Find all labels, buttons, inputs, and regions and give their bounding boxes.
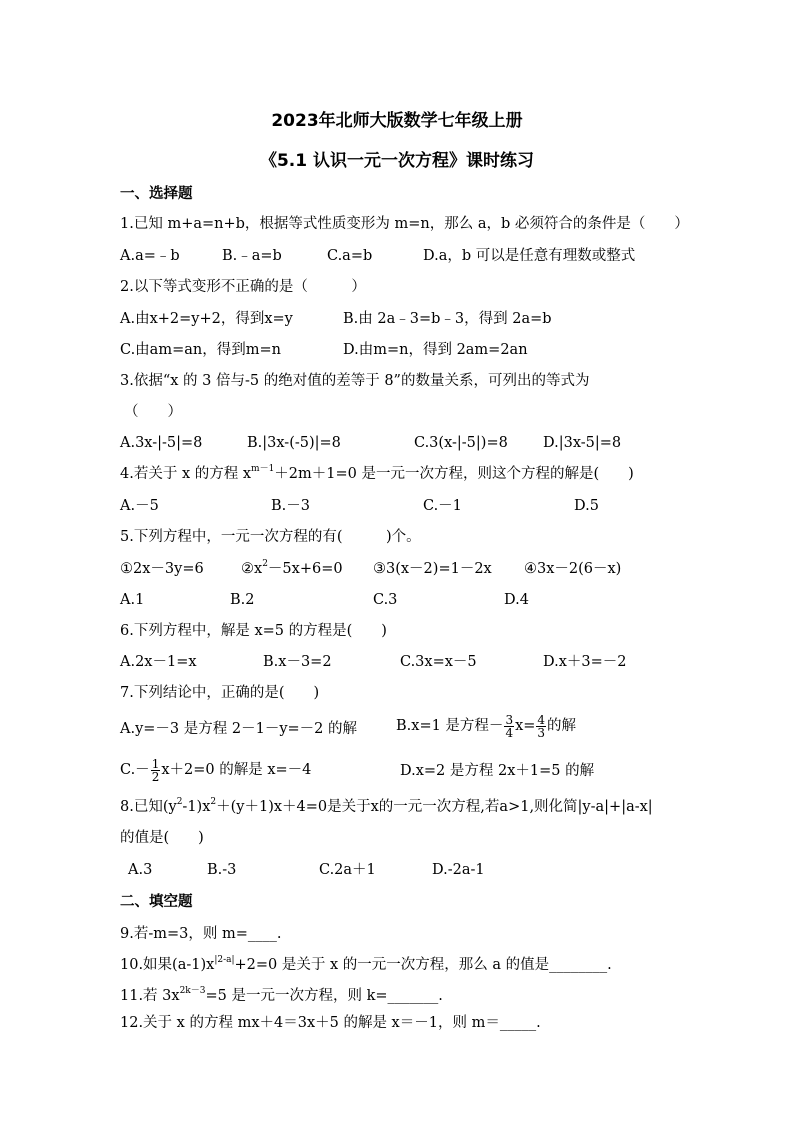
doc-title: 2023年北师大版数学七年级上册 <box>271 111 523 131</box>
q1-option-b: B.﹣a=b <box>222 248 282 264</box>
q5-item-2-post: －5x+6=0 <box>267 561 343 577</box>
q8-stem-line-2: 的值是( ) <box>120 830 204 846</box>
q3-option-a: A.3x-|-5|=8 <box>120 435 203 451</box>
q6-stem: 6.下列方程中，解是 x=5 的方程是( ) <box>120 623 387 639</box>
q1-stem: 1.已知 m+a=n+b，根据等式性质变形为 m=n，那么 a，b 必须符合的条件是（ ） <box>120 216 689 232</box>
q8-option-d: D.-2a-1 <box>432 862 485 878</box>
q11-stem <box>120 987 443 1005</box>
q5-option-b: B.2 <box>230 592 255 608</box>
q2-stem: 2.以下等式变形不正确的是（ ） <box>120 279 366 295</box>
q6-option-c: C.3x=x－5 <box>400 654 477 670</box>
q7-b-fraction-1 <box>504 714 514 739</box>
q4-option-c: C.－1 <box>423 498 462 514</box>
doc-subtitle: 《5.1 认识一元一次方程》课时练习 <box>259 151 535 171</box>
q7-b-fraction-2 <box>536 714 546 739</box>
q11-stem-pre: 11.若 3x <box>120 988 180 1004</box>
q7-b-fraction-2-num: 4 <box>537 712 546 727</box>
q6-option-b: B.x－3=2 <box>263 654 332 670</box>
q1-option-d: D.a，b 可以是任意有理数或整式 <box>423 248 636 264</box>
q1-option-c: C.a=b <box>327 248 373 264</box>
q3-option-c: C.3(x-|-5|)=8 <box>414 435 508 451</box>
q4-option-b: B.－3 <box>271 498 310 514</box>
q4-option-d: D.5 <box>574 498 599 514</box>
q7-stem: 7.下列结论中，正确的是( ) <box>120 685 320 701</box>
q6-option-a: A.2x－1=x <box>120 654 197 670</box>
q5-option-c: C.3 <box>373 592 398 608</box>
q8-stem-part-1: 8.已知(y <box>120 799 177 815</box>
q3-option-b: B.|3x-(-5)|=8 <box>247 435 341 451</box>
q12-stem: 12.关于 x 的方程 mx＋4＝3x＋5 的解是 x＝－1，则 m＝_____. <box>120 1015 541 1031</box>
q7-b-fraction-1-den: 4 <box>505 725 514 740</box>
q1-option-a: A.a=﹣b <box>120 248 180 264</box>
q7-option-b-pre: B.x=1 是方程－ <box>396 718 504 734</box>
section-choice-heading: 一、选择题 <box>120 186 193 202</box>
q8-stem-part-2: -1)x <box>182 799 211 815</box>
section-fill-heading: 二、填空题 <box>120 894 193 910</box>
q7-option-d: D.x=2 是方程 2x＋1=5 的解 <box>400 763 595 779</box>
q7-option-b <box>396 710 576 742</box>
q7-option-a: A.y=－3 是方程 2－1－y=－2 的解 <box>120 721 357 737</box>
q8-exponent-2: 2 <box>210 797 217 808</box>
q10-stem-pre: 10.如果(a-1)x <box>120 957 215 973</box>
q8-stem-part-3: ＋(y＋1)x＋4=0是关于x的一元一次方程,若a>1,则化简|y-a|+|a-x| <box>216 799 653 815</box>
q7-option-b-post: 的解 <box>547 718 577 734</box>
q4-exponent: m－1 <box>251 464 275 475</box>
q10-stem <box>120 956 612 974</box>
q5-item-2 <box>241 560 343 578</box>
q3-stem-bracket: （ ） <box>124 404 182 420</box>
q7-b-fraction-2-den: 3 <box>537 725 546 740</box>
q8-option-a: A.3 <box>128 862 153 878</box>
q9-stem: 9.若-m=3，则 m=____. <box>120 926 282 942</box>
q7-option-b-mid: x= <box>515 718 536 734</box>
q5-option-d: D.4 <box>504 592 529 608</box>
q3-option-d: D.|3x-5|=8 <box>543 435 622 451</box>
q7-b-fraction-1-num: 3 <box>505 712 514 727</box>
q8-stem <box>120 798 653 816</box>
q4-stem-post: ＋2m＋1=0 是一元一次方程，则这个方程的解是( ) <box>274 466 634 482</box>
q5-option-a: A.1 <box>120 592 145 608</box>
q7-c-fraction <box>151 758 161 783</box>
q11-stem-post: =5 是一元一次方程，则 k=_______. <box>205 988 443 1004</box>
q4-option-a: A.－5 <box>120 498 159 514</box>
q5-stem: 5.下列方程中，一元一次方程的有( )个。 <box>120 529 421 545</box>
q5-item-2-pre: ②x <box>241 561 263 577</box>
q5-item-2-exponent: 2 <box>262 559 268 570</box>
q8-option-b: B.-3 <box>207 862 237 878</box>
q11-exponent: 2k－3 <box>179 986 206 997</box>
q2-option-d: D.由m=n，得到 2am=2an <box>343 342 528 358</box>
q7-option-c-pre: C.－ <box>120 762 150 778</box>
q7-c-fraction-den: 2 <box>151 769 160 784</box>
q4-stem-pre: 4.若关于 x 的方程 x <box>120 466 252 482</box>
q7-option-c-post: x＋2=0 的解是 x=－4 <box>161 762 312 778</box>
q8-exponent-1: 2 <box>176 797 183 808</box>
q7-option-c <box>120 754 311 786</box>
q8-option-c: C.2a＋1 <box>319 862 376 878</box>
q2-option-a: A.由x+2=y+2，得到x=y <box>120 311 293 327</box>
q7-c-fraction-num: 1 <box>151 756 160 771</box>
q4-stem <box>120 465 634 483</box>
q5-item-3: ③3(x－2)=1－2x <box>373 561 492 577</box>
q3-stem: 3.依据“x 的 3 倍与-5 的绝对值的差等于 8”的数量关系，可列出的等式为 <box>120 373 590 389</box>
q2-option-c: C.由am=an，得到m=n <box>120 342 281 358</box>
q2-option-b: B.由 2a﹣3=b﹣3，得到 2a=b <box>343 311 552 327</box>
q10-exponent: |2-a| <box>214 955 235 966</box>
q10-stem-post: +2=0 是关于 x 的一元一次方程，那么 a 的值是________. <box>234 957 612 973</box>
q6-option-d: D.x＋3=－2 <box>543 654 627 670</box>
q5-item-4: ④3x－2(6－x) <box>524 561 622 577</box>
q5-item-1: ①2x－3y=6 <box>120 561 204 577</box>
